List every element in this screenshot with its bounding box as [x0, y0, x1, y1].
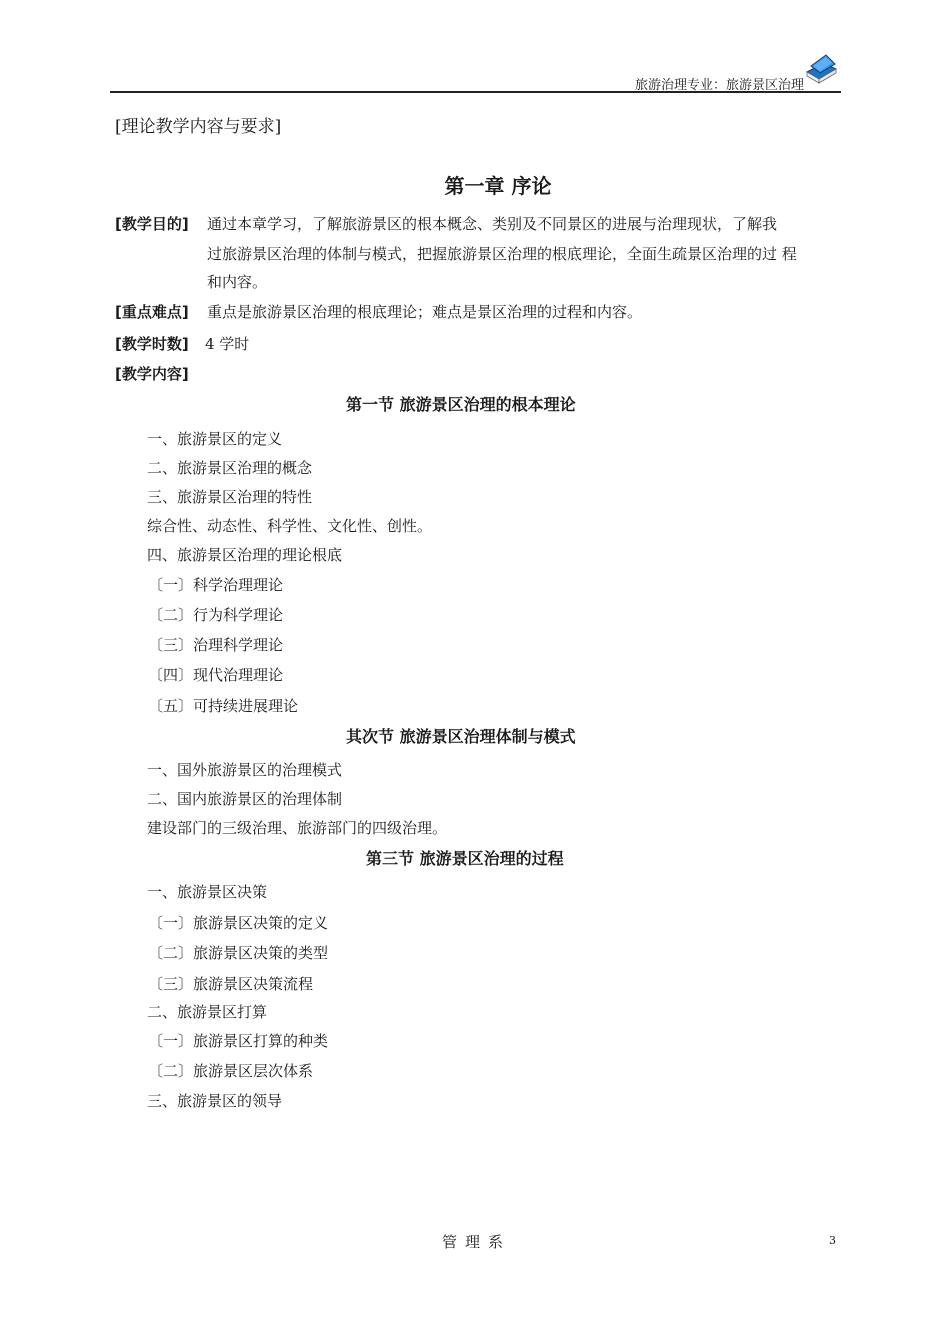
hours-text: 4 学时: [205, 335, 250, 353]
section-2-title: 其次节 旅游景区治理体制与模式: [346, 727, 576, 746]
list-item: 综合性、动态性、科学性、文化性、创性。: [147, 517, 433, 535]
objective-line-2: 过旅游景区治理的体制与模式，把握旅游景区治理的根底理论，全面生疏景区治理的过 程: [207, 245, 797, 263]
list-item: 一、旅游景区决策: [147, 883, 268, 901]
key-points-text: 重点是旅游景区治理的根底理论；难点是景区治理的过程和内容。: [207, 303, 643, 321]
list-item: 三、旅游景区治理的特性: [147, 488, 313, 506]
list-item: 〔五〕可持续进展理论: [148, 697, 299, 715]
chapter-title: 第一章 序论: [444, 174, 552, 198]
list-item: 二、国内旅游景区的治理体制: [147, 790, 343, 808]
hours-label: [教学时数]: [115, 335, 189, 353]
list-item: 〔三〕旅游景区决策流程: [148, 975, 314, 993]
section-3-title: 第三节 旅游景区治理的过程: [366, 849, 564, 868]
objective-line-3: 和内容。: [207, 273, 268, 291]
section-label: [理论教学内容与要求]: [115, 117, 282, 137]
list-item: 〔三〕治理科学理论: [148, 636, 284, 654]
list-item: 二、旅游景区治理的概念: [147, 459, 313, 477]
section-1-title: 第一节 旅游景区治理的根本理论: [346, 395, 576, 414]
running-header: 旅游治理专业：旅游景区治理: [634, 78, 804, 93]
content-label: [教学内容]: [115, 365, 189, 383]
list-item: 四、旅游景区治理的理论根底: [147, 546, 343, 564]
list-item: 建设部门的三级治理、旅游部门的四级治理。: [147, 819, 448, 837]
list-item: 〔四〕现代治理理论: [148, 666, 284, 684]
list-item: 三、旅游景区的领导: [147, 1092, 283, 1110]
key-points-label: [重点难点]: [115, 303, 189, 321]
list-item: 〔二〕旅游景区层次体系: [148, 1062, 314, 1080]
list-item: 一、旅游景区的定义: [147, 430, 283, 448]
book-icon: [804, 52, 838, 86]
list-item: 二、旅游景区打算: [147, 1003, 268, 1021]
header-rule: [110, 91, 841, 93]
list-item: 〔一〕科学治理理论: [148, 576, 284, 594]
list-item: 〔一〕旅游景区决策的定义: [148, 914, 329, 932]
footer-department: 管理系: [442, 1233, 512, 1251]
list-item: 〔二〕行为科学理论: [148, 606, 284, 624]
objective-label: [教学目的]: [115, 215, 189, 233]
objective-line-1: 通过本章学习，了解旅游景区的根本概念、类别及不同景区的进展与治理现状，了解我: [207, 215, 778, 233]
page-number: 3: [829, 1234, 836, 1247]
list-item: 一、国外旅游景区的治理模式: [147, 761, 343, 779]
list-item: 〔一〕旅游景区打算的种类: [148, 1032, 329, 1050]
list-item: 〔二〕旅游景区决策的类型: [148, 944, 329, 962]
